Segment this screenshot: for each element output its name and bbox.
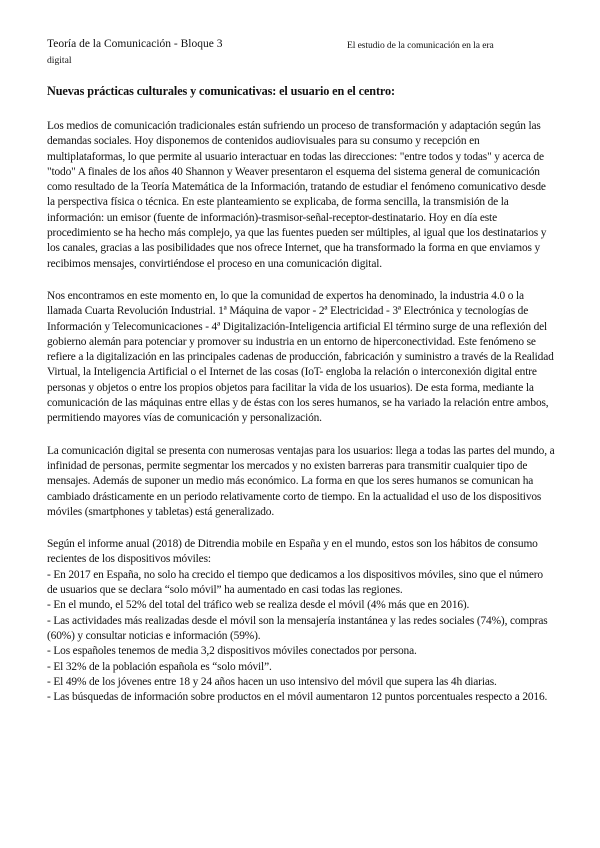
paragraph-industry-4: Nos encontramos en este momento en, lo que la comunidad de expertos ha denominado, la industria 4.0 o la llamada Cuarta Revolución Industrial. 1ª Máquina de vapor - 2ª Electricidad - 3ª Electrónica y tecnologías de Información y Telecomunicaciones - 4ª Digitalización-Inteligencia artificial El término surge de una reflexión del gobierno alemán para potenciar y promover su industria en un entorno de hiperconectividad. Este fenómeno se refiere a la digitalización en las principales cadenas de producción, fabricación y suministro a través de la Realidad Virtual, la Inteligencia Artificial o el Internet de las cosas (IoT- engloba la relación o interconexión digital entre personas y objetos o entre los propios objetos para facilitar la vida de los usuarios). De esta forma, mediante la comunicación de las máquinas entre ellas y de éstas con los seres humanos, se ha variado la relación entre ambos, permitiendo mayores vías de comunicación y personalización.: [47, 289, 554, 425]
header-chapter-title-continued: digital: [47, 55, 72, 66]
list-item: - Los españoles tenemos de media 3,2 dispositivos móviles conectados por persona.: [47, 645, 417, 658]
list-item: - En el mundo, el 52% del total del tráfico web se realiza desde el móvil (4% más que en 2016).: [47, 599, 470, 612]
paragraph-digital-advantages: La comunicación digital se presenta con numerosas ventajas para los usuarios: llega a todas las partes del mundo, a infinidad de personas, permite segmentar los mercados y no existen barreras para transmitir cualquier tipo de mensajes. Además de suponer un medio más económico. La forma en que los seres humanos se comunican ha cambiado drásticamente en un periodo relativamente corto de tiempo. En la actualidad el uso de los dispositivos móviles (smartphones y tabletas) está generalizado.: [47, 444, 555, 518]
page-header: [47, 38, 556, 70]
header-course-title: Teoría de la Comunicación - Bloque 3: [47, 38, 223, 50]
section-title: Nuevas prácticas culturales y comunicativas: el usuario en el centro:: [47, 84, 395, 98]
habits-list: [47, 568, 556, 706]
list-item: - Las búsquedas de información sobre productos en el móvil aumentaron 12 puntos porcentuales respecto a 2016.: [47, 691, 548, 704]
paragraph-intro: Los medios de comunicación tradicionales están sufriendo un proceso de transformación y adaptación según las demandas sociales. Hoy disponemos de contenidos audiovisuales para su consumo y recepción en multiplataformas, lo que permite al usuario interactuar en todas las direcciones: "entre todos y todas" y acerca de "todo" A finales de los años 40 Shannon y Weaver presentaron el esquema del sistema general de comunicación como resultado de la Teoría Matemática de la Información, tratando de estudiar el fenómeno comunicativo desde la perspectiva física o técnica. En este planteamiento se explicaba, de forma sencilla, la transmisión de la información: un emisor (fuente de información)-trasmisor-señal-receptor-destinatario. Hoy en día este procedimiento se ha hecho más complejo, ya que las fuentes pueden ser múltiples, al igual que los destinatarios y los canales, gracias a las posibilidades que nos ofrece Internet, que ha transformado la forma en que enviamos y recibimos mensajes, convirtiéndose el proceso en una comunicación digital.: [47, 120, 547, 270]
paragraph-report-intro: Según el informe anual (2018) de Ditrendia mobile en España y en el mundo, estos son los hábitos de consumo recientes de los dispositivos móviles:: [47, 538, 538, 566]
list-item: - El 32% de la población española es “solo móvil”.: [47, 660, 272, 673]
list-item: - Las actividades más realizadas desde el móvil son la mensajería instantánea y las redes sociales (74%), compras (60%) y consultar noticias e información (59%).: [47, 614, 548, 642]
list-item: - En 2017 en España, no solo ha crecido el tiempo que dedicamos a los dispositivos móviles, sino que el número de usuarios que se declara “solo móvil” ha aumentado en casi todas las regiones.: [47, 568, 543, 597]
header-chapter-title: El estudio de la comunicación en la era: [347, 40, 494, 51]
list-item: - El 49% de los jóvenes entre 18 y 24 años hacen un uso intensivo del móvil que supera las 4h diarias.: [47, 675, 497, 688]
